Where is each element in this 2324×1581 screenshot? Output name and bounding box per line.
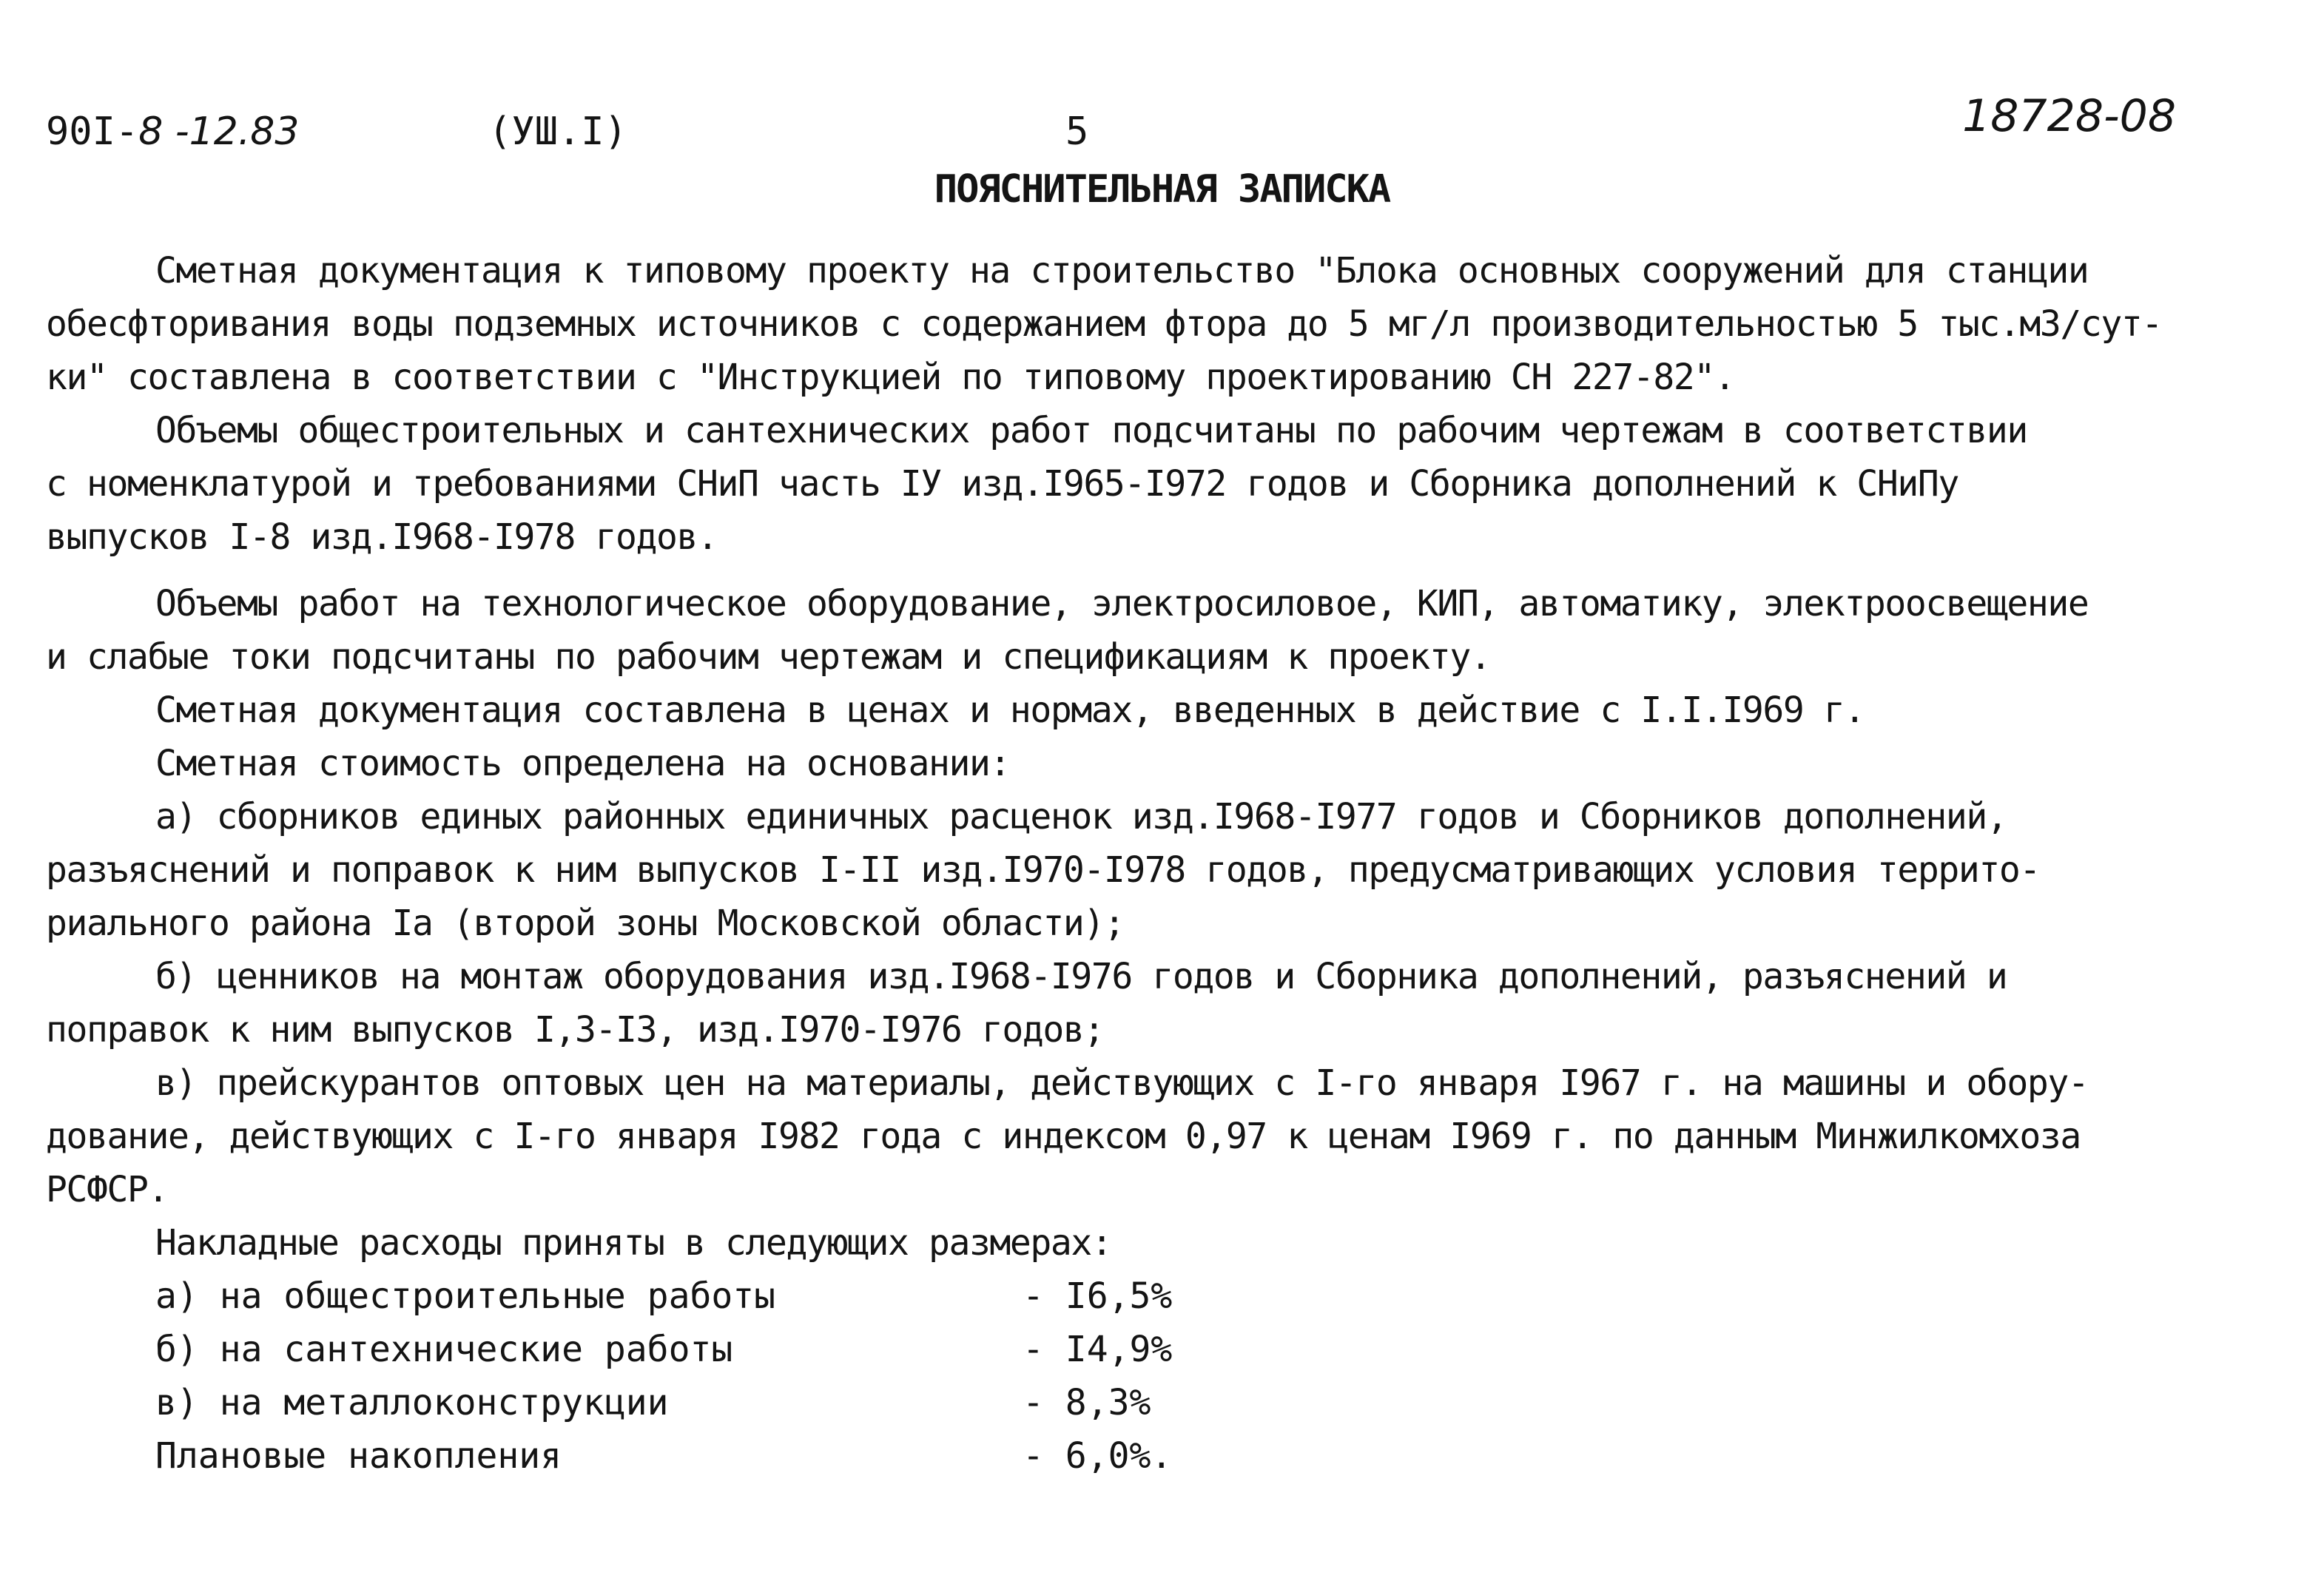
overhead-row [46, 1429, 2236, 1483]
paragraph-line: Сметная стоимость определена на основании: [155, 743, 1010, 784]
overhead-value: - 6,0%. [1023, 1435, 1173, 1477]
document-code [46, 109, 299, 154]
paragraph-line: выпусков I-8 изд.I968-I978 годов. [46, 516, 718, 558]
paragraph-line: Объемы работ на технологическое оборудование, электросиловое, КИП, автоматику, электроосвещение [155, 583, 2089, 624]
overhead-row [46, 1270, 2236, 1323]
page-title: ПОЯСНИТЕЛЬНАЯ ЗАПИСКА [934, 167, 1390, 212]
overhead-value: - I6,5% [1023, 1275, 1173, 1317]
paragraph-line: риального района Iа (второй зоны Московской области); [46, 903, 1125, 944]
paragraph-line: разъяснений и поправок к ним выпусков I-II изд.I970-I978 годов, предусматривающих условия террито- [46, 849, 2040, 891]
paragraph-line: РСФСР. [46, 1169, 168, 1210]
paragraph-line: обесфторивания воды подземных источников с содержанием фтора до 5 мг/л производительностью 5 тыс.м3/сут- [46, 303, 2162, 345]
overhead-label: Плановые накопления [155, 1435, 562, 1477]
paragraph-line: Сметная документация составлена в ценах и нормах, введенных в действие с I.I.I969 г. [155, 690, 1865, 731]
paragraph-line: б) ценников на монтаж оборудования изд.I968-I976 годов и Сборника дополнений, разъяснений и [155, 956, 2007, 997]
overhead-label: в) на металлоконструкции [155, 1382, 669, 1423]
paragraph-line: и слабые токи подсчитаны по рабочим чертежам и спецификациям к проекту. [46, 636, 1491, 678]
note-body [46, 244, 2236, 1483]
paragraph-line: а) сборников единых районных единичных расценок изд.I968-I977 годов и Сборников дополнений, [155, 796, 2007, 837]
inventory-number: 18728-08 [1962, 90, 2176, 142]
overhead-row [46, 1376, 2236, 1429]
page-number: 5 [1065, 109, 1089, 154]
paragraph-line: в) прейскурантов оптовых цен на материалы, действующих с I-го января I967 г. на машины и обору- [155, 1062, 2089, 1104]
overhead-value: - 8,3% [1023, 1382, 1151, 1423]
paragraph-line: Накладные расходы приняты в следующих размерах: [155, 1222, 1112, 1264]
paragraph-line: Сметная документация к типовому проекту на строительство "Блока основных сооружений для станции [155, 250, 2089, 291]
overhead-label: б) на сантехнические работы [155, 1329, 733, 1370]
overhead-label: а) на общестроительные работы [155, 1275, 776, 1317]
paragraph-line: ки" составлена в соответствии с "Инструкцией по типовому проектированию СН 227-82". [46, 357, 1735, 398]
paragraph-line: поправок к ним выпусков I,3-I3, изд.I970-I976 годов; [46, 1009, 1104, 1051]
overhead-value: - I4,9% [1023, 1329, 1173, 1370]
document-code-printed: 90I- [46, 109, 139, 154]
document-code-handwritten: 8 -12.83 [138, 109, 300, 154]
paragraph-line: Объемы общестроительных и сантехнических работ подсчитаны по рабочим чертежам в соответствии [155, 410, 2027, 451]
overhead-row [46, 1323, 2236, 1376]
paragraph-line: с номенклатурой и требованиями СНиП часть IУ изд.I965-I972 годов и Сборника дополнений к СНиПу [46, 463, 1958, 505]
paragraph-line: дование, действующих с I-го января I982 года с индексом 0,97 к ценам I969 г. по данным Минжилкомхоза [46, 1116, 2081, 1157]
section-number: (УШ.I) [488, 109, 627, 154]
